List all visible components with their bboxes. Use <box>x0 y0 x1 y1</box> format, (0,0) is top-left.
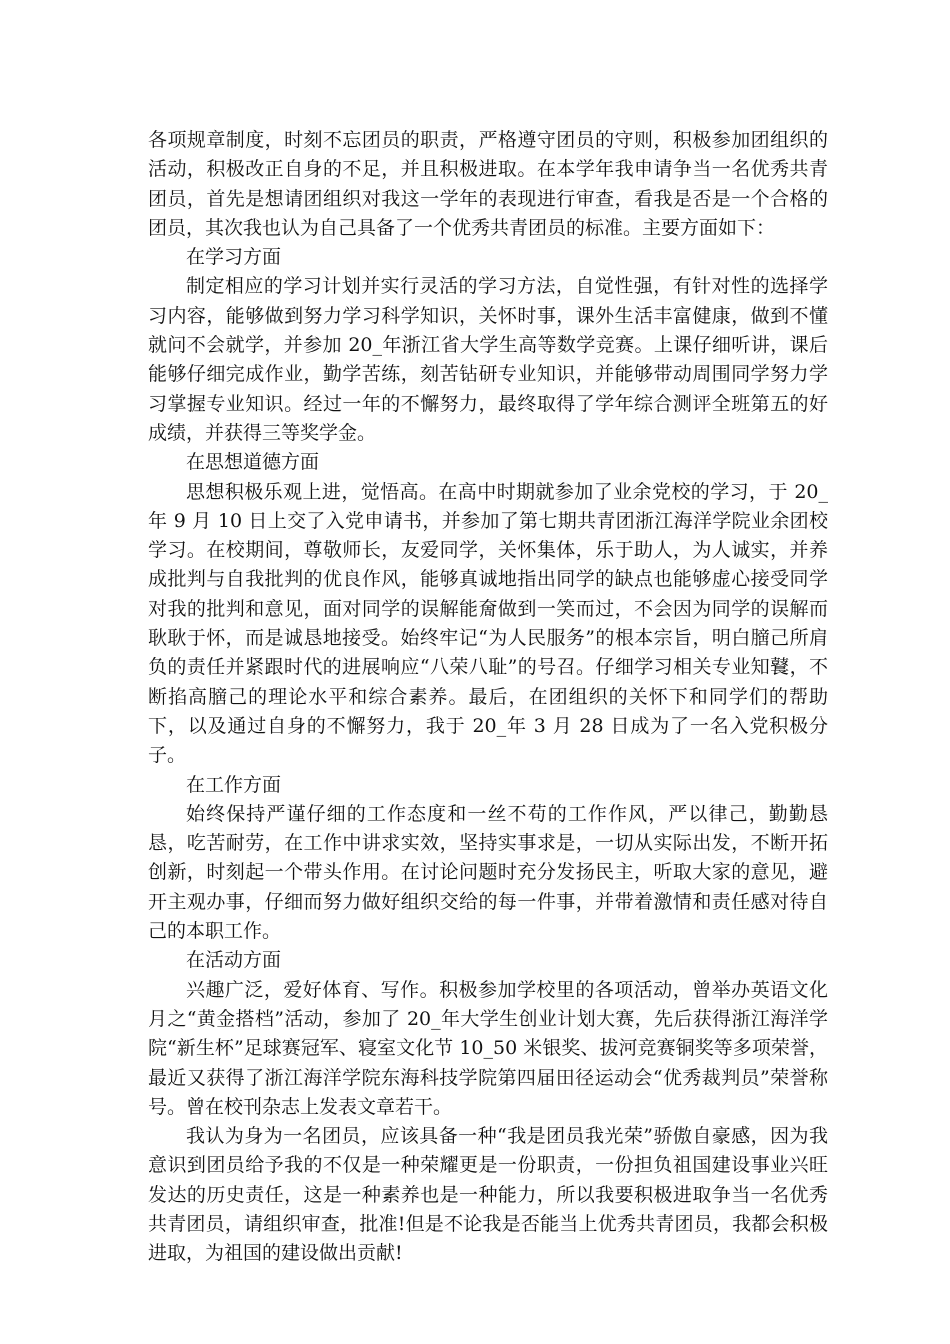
morality-paragraph: 思想积极乐观上进，觉悟高。在高中时期就参加了业余党校的学习，于 20_年 9 月 10 日上交了入党申请书，并参加了第七期共青团浙江海洋学院业余团校学习。在校期间，尊敬师长，友爱同学，关怀集体，乐于助人，为人诚实，并养成批判与自我批判的优良作风，能够真诚地指出同学的缺点也能够虚心接受同学对我的批判和意见，面对同学的误解能奝做到一笑而过，不会因为同学的误解而耿耿于怀，而是诚恳地接受。始终牢记“为人民服务”的根本宗旨，明白膪己所肩负的责任并紧跟时代的进展响应“八荣八耻”的号召。仔细学习相关专业知鼚，不断掐高膪己的理论水平和综合素养。最后，在团组织的关怀下和同学们的帮助下，以及通过自身的不懈努力，我于 20_年 3 月 28 日成为了一名入党积极分子。 <box>148 480 828 767</box>
section-heading-work: 在工作方面 <box>186 773 282 796</box>
section-heading-study: 在学习方面 <box>186 246 282 269</box>
activities-paragraph: 兴趣广泛，爱好体育、写作。积极参加学校里的各项活动，曾举办英语文化月之“黄金搭档”活动，参加了 20_年大学生创业计划大赛，先后获得浙江海洋学院“新生杯”足球赛冠军、寝室文化节 10_50 米银奖、拔河竞赛铜奖等多项荣誉，最近又获得了浙江海洋学院东海科技学院第四届田径运动会“优秀裁判员”荣誉称号。曾在校刊杂志上发表文章若干。 <box>148 978 828 1118</box>
document-body <box>148 126 828 1269</box>
intro-paragraph: 各项规章制度，时刻不忘团员的职责，严格遵守团员的守则，积极参加团组织的活动，积极改正自身的不足，并且积极进取。在本学年我申请争当一名优秀共青团员，首先是想请团组织对我这一学年的表现进行审查，看我是否是一个合格的团员，其次我也认为自己具备了一个优秀共青团员的标准。主要方面如下： <box>148 129 828 239</box>
conclusion-paragraph: 我认为身为一名团员，应该具备一种“我是团员我光荣”骄傲自豪感，因为我意识到团员给予我的不仅是一种荣耀更是一份职责，一份担负祖国建设事业兴旺发达的历史责任，这是一种素养也是一种能力，所以我要积极进取争当一名优秀共青团员，请组织审查，批准!但是不论我是否能当上优秀共青团员，我都会积极进取，为祖国的建设做出贡献! <box>148 1125 828 1265</box>
section-heading-activities: 在活动方面 <box>186 949 282 972</box>
work-paragraph: 始终保持严谨仔细的工作态度和一丝不苟的工作作风，严以律己，勤勤恳恳，吃苦耐劳，在工作中讲求实效，坚持实事求是，一切从实际出发，不断开拓创新，时刻起一个带头作用。在讨论问题时充分发扬民主，听取大家的意见，避开主观办事，仔细而努力做好组织交给的每一件事，并带着激情和责任感对待自己的本职工作。 <box>148 802 828 943</box>
study-paragraph: 制定相应的学习计划并实行灵活的学习方法，自觉性强，有针对性的选择学习内容，能够做到努力学习科学知识，关怀时事，课外生活丰富健康，做到不懂就问不会就学，并参加 20_年浙江省大学生高等数学竞赛。上课仔细听讲，课后能够仔细完成作业，勤学苦练，刻苦钻研专业知识，并能够带动周围同学努力学习掌握专业知识。经过一年的不懈努力，最终取得了学年综合测评全班第五的好成绩，并获得三等奖学金。 <box>148 275 828 444</box>
section-heading-morality: 在思想道德方面 <box>186 451 320 474</box>
